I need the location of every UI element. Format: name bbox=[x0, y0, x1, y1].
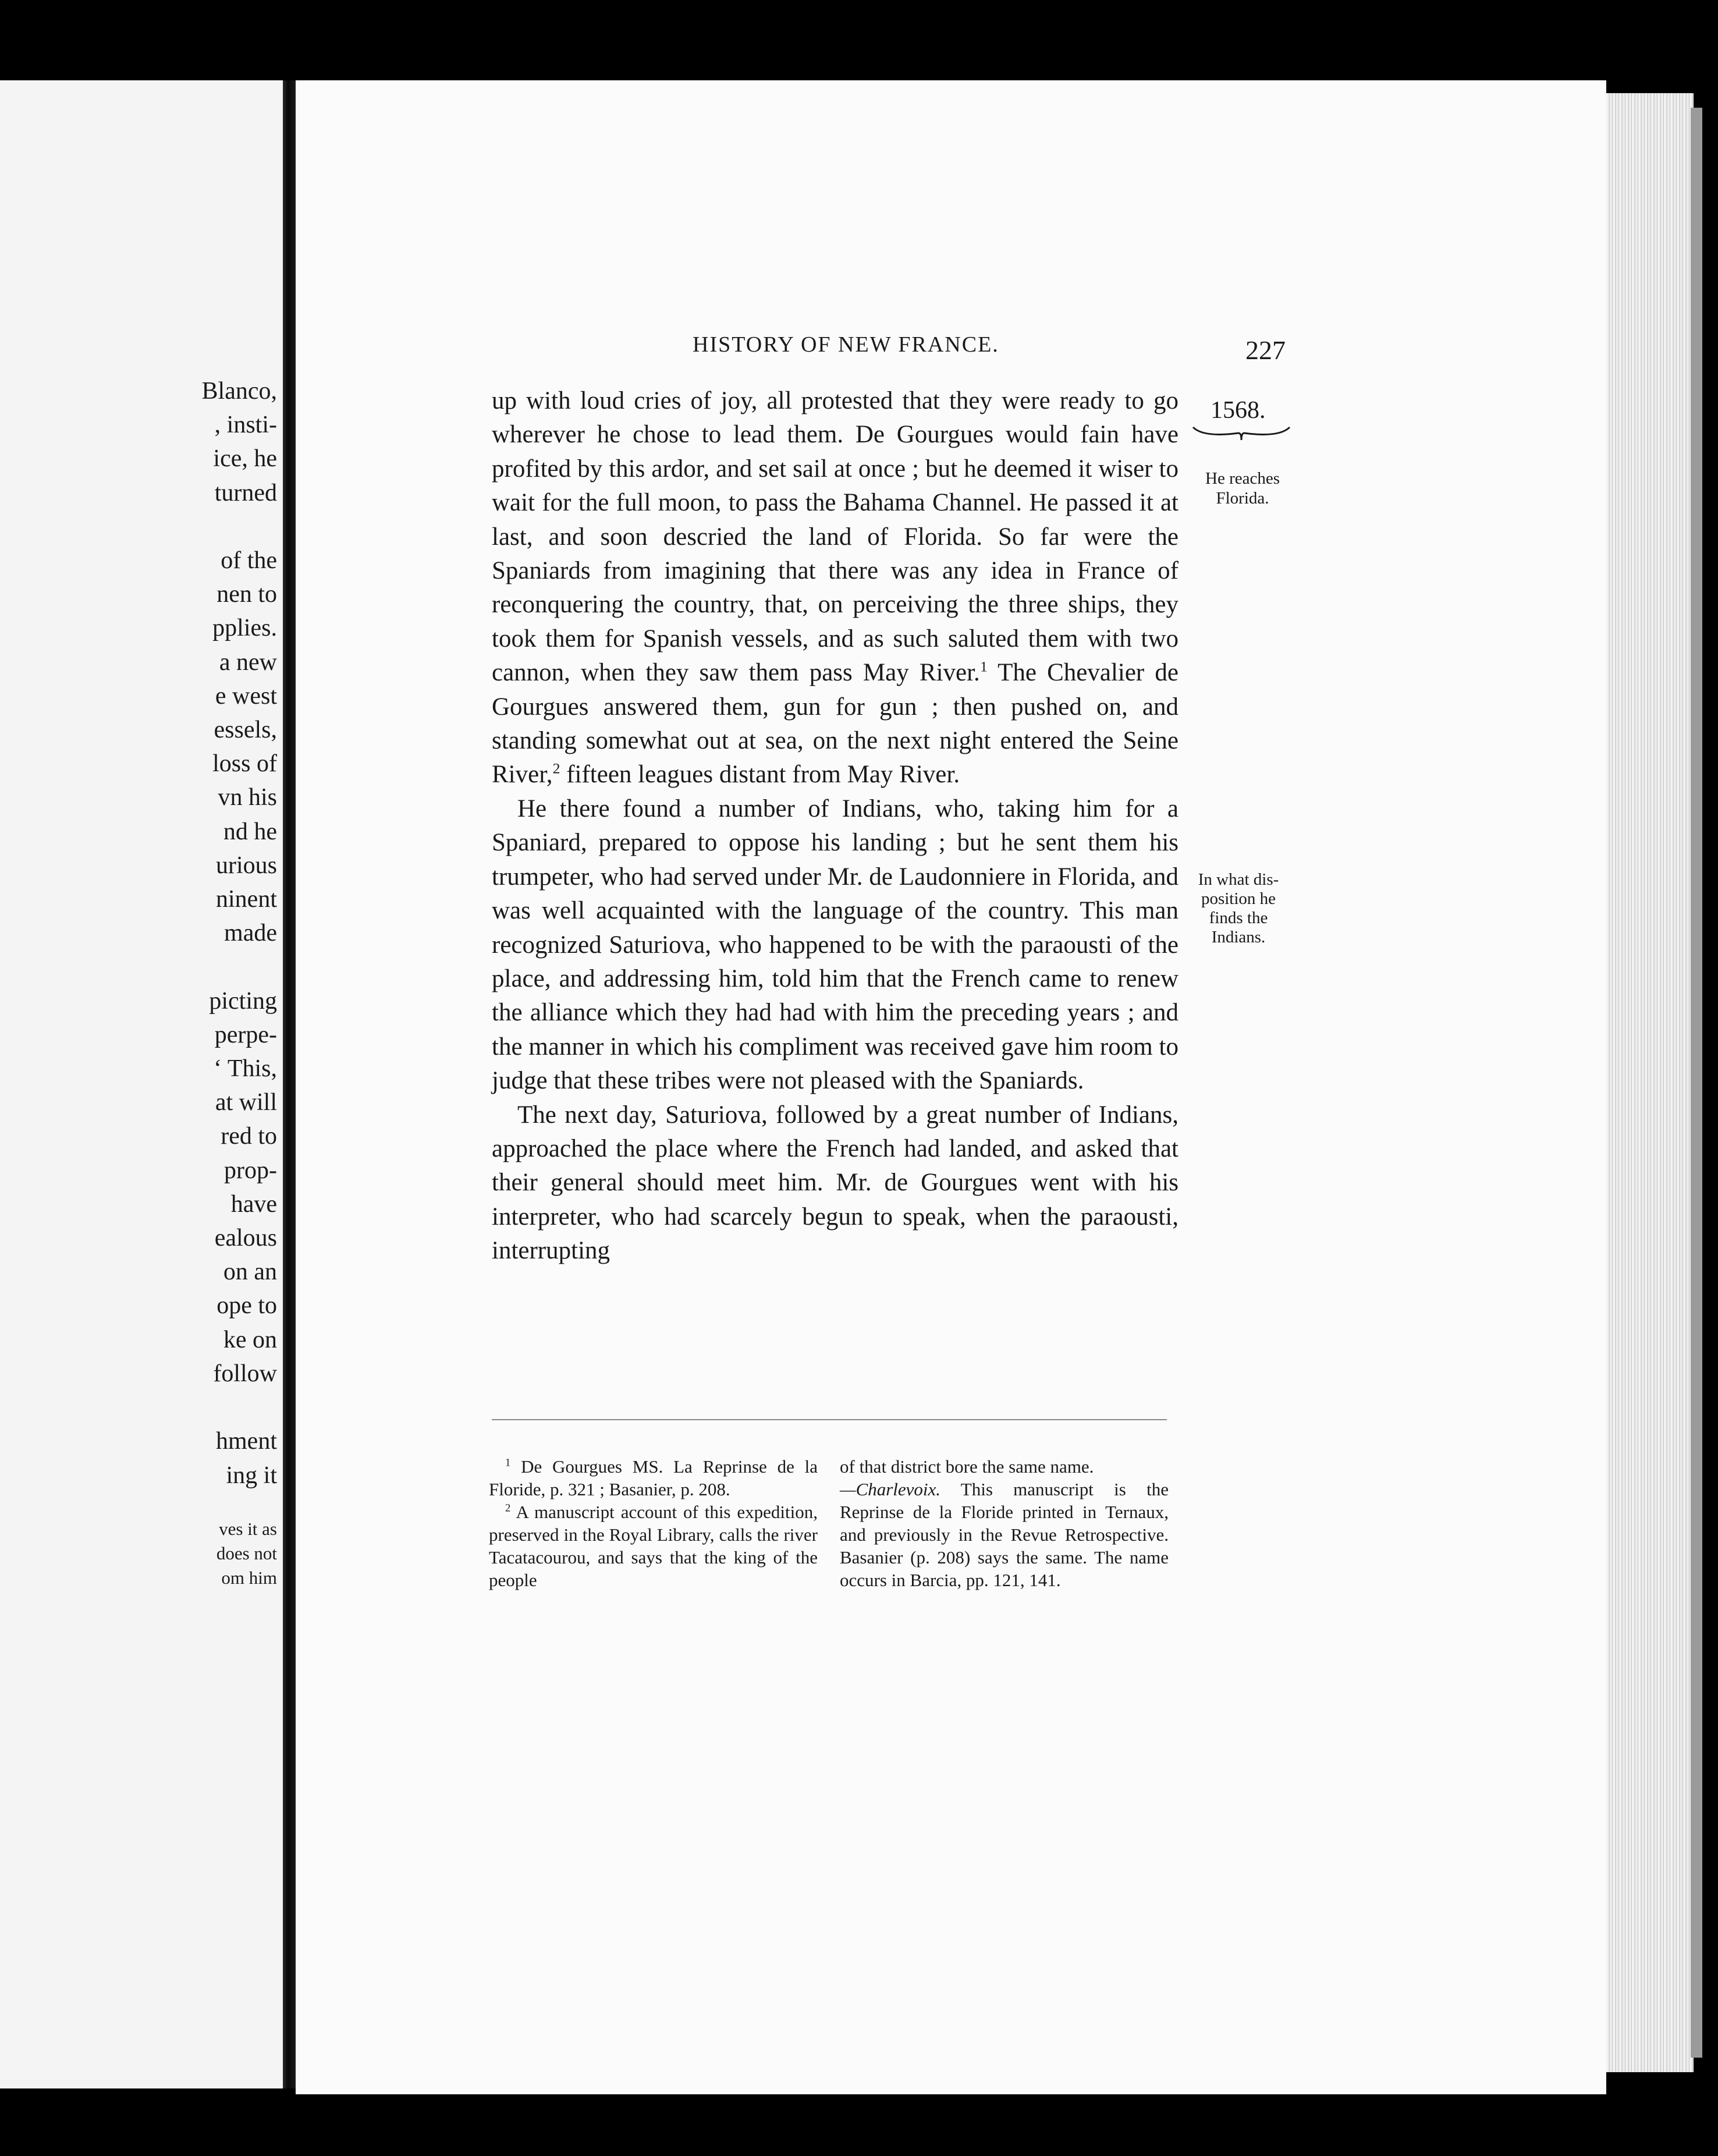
page-edges-shadow bbox=[1691, 108, 1702, 2058]
left-footnote-line: does not bbox=[216, 1543, 277, 1563]
left-line: red to bbox=[221, 1123, 277, 1150]
left-line: loss of bbox=[212, 750, 277, 778]
left-page-text bbox=[202, 374, 277, 1492]
left-line: ninent bbox=[216, 886, 277, 913]
running-head: HISTORY OF NEW FRANCE. bbox=[693, 332, 999, 357]
left-page-footnote bbox=[216, 1517, 277, 1590]
footnote-citation: —Charlevoix. bbox=[840, 1479, 941, 1499]
footnote-text: A manuscript account of this expedition, preserved in the Royal Library, calls the river Tacatacourou, and says that the king of the people bbox=[489, 1502, 818, 1590]
paragraph-text: up with loud cries of joy, all protested that they were ready to go wherever he chose to lead them. De Gourgues would fain have profited by this ardor, and set sail at once ; but he deemed it wiser to wait for the full moon, to pass the Bahama Channel. He passed it at last, and soon descried the land of Florida. So far were the Spaniards from imagining that there was any idea in France of reconquering the country, that, on perceiving the three ships, they took them for Spanish vessels, and as such saluted them with two cannon, when they saw them pass May River. bbox=[492, 387, 1179, 687]
left-line: ke on bbox=[223, 1326, 277, 1353]
margin-note-line: position he bbox=[1201, 889, 1276, 908]
footnote-mark: 2 bbox=[505, 1502, 511, 1515]
footnote-mark: 1 bbox=[505, 1456, 511, 1469]
left-line-blank bbox=[202, 950, 277, 984]
left-line: essels, bbox=[214, 717, 277, 744]
left-line: vn his bbox=[218, 784, 277, 811]
footnote-2-continued bbox=[840, 1455, 1169, 1591]
left-line: of the bbox=[221, 547, 277, 575]
margin-note-line: He reaches bbox=[1205, 469, 1280, 488]
left-line: , insti- bbox=[214, 412, 277, 439]
paragraph-text: fifteen leagues distant from May River. bbox=[560, 761, 960, 789]
left-line: perpe- bbox=[214, 1021, 277, 1048]
left-line: nd he bbox=[223, 818, 277, 845]
left-line-blank bbox=[202, 1391, 277, 1424]
margin-note-line: Florida. bbox=[1216, 489, 1269, 508]
left-line: ing it bbox=[226, 1462, 277, 1489]
left-line: turned bbox=[214, 479, 277, 506]
left-line: prop- bbox=[224, 1157, 277, 1184]
left-line: Blanco, bbox=[201, 378, 277, 405]
footnote-divider bbox=[492, 1419, 1167, 1420]
footnote-1 bbox=[489, 1455, 818, 1501]
margin-note-line: In what dis- bbox=[1198, 870, 1279, 889]
paragraph-3: The next day, Saturiova, followed by a great number of Indians, approached the place where the French had landed, and asked that their general should meet him. Mr. de Gourgues went with his interpreter, who had scarcely begun to speak, when the paraousti, interrupting bbox=[492, 1101, 1179, 1265]
paragraph-2: He there found a number of Indians, who, taking him for a Spaniard, prepared to oppose his landing ; but he sent them his trumpeter, who had served under Mr. de Laudonniere in Florida, and was well acquainted with the language of the country. This man recognized Saturiova, who happened to be with the paraousti of the place, and addressing him, told him that the French came to renew the alliance which they had had with him the preceding years ; and the manner in which his compliment was received gave him room to judge that these tribes were not pleased with the Spaniards. bbox=[492, 795, 1179, 1095]
margin-note-line: finds the bbox=[1209, 909, 1268, 927]
left-line: urious bbox=[216, 852, 277, 879]
left-line: ice, he bbox=[213, 445, 277, 473]
margin-year: 1568. bbox=[1211, 397, 1266, 424]
paragraph-1 bbox=[492, 384, 1179, 792]
left-line: ‘ This, bbox=[214, 1055, 277, 1083]
left-line: made bbox=[224, 920, 277, 947]
left-facing-page bbox=[0, 80, 283, 2088]
body-text bbox=[492, 384, 1179, 1268]
footnotes bbox=[489, 1455, 1169, 1591]
left-line: on an bbox=[223, 1258, 277, 1286]
left-line: have bbox=[230, 1190, 277, 1218]
left-line: pplies. bbox=[212, 615, 277, 642]
footnote-ref: 1 bbox=[979, 658, 988, 675]
left-line: hment bbox=[216, 1428, 277, 1455]
footnote-2 bbox=[489, 1501, 818, 1591]
page-edges bbox=[1606, 93, 1694, 2072]
page-number: 227 bbox=[1245, 335, 1286, 365]
left-line: at will bbox=[215, 1089, 277, 1116]
margin-note-reaches-florida bbox=[1193, 469, 1292, 508]
brace-icon bbox=[1192, 425, 1291, 442]
left-line: picting bbox=[209, 987, 277, 1015]
footnote-ref: 2 bbox=[552, 760, 560, 778]
left-footnote-line: om him bbox=[221, 1568, 277, 1588]
paragraph-text: The Chevalier de Gourgues answered them, gun for gun ; then pushed on, and standing somewhat out at sea, on the next night entered the Seine River, bbox=[492, 659, 1179, 789]
left-line: e west bbox=[215, 682, 277, 710]
footnote-text: De Gourgues MS. La Reprinse de la Floride, p. 321 ; Basanier, p. 208. bbox=[489, 1456, 818, 1499]
margin-note-indians bbox=[1180, 870, 1297, 947]
left-line: ealous bbox=[214, 1225, 277, 1252]
left-line: ope to bbox=[216, 1292, 277, 1320]
margin-note-line: Indians. bbox=[1211, 928, 1266, 946]
footnote-column-left bbox=[489, 1455, 818, 1591]
left-line-blank bbox=[202, 510, 277, 544]
book-gutter bbox=[283, 80, 296, 2088]
footnote-column-right bbox=[840, 1455, 1169, 1591]
footnote-text: of that district bore the same name. bbox=[840, 1456, 1094, 1477]
left-line: a new bbox=[219, 648, 277, 676]
left-footnote-line: ves it as bbox=[219, 1519, 277, 1539]
left-line: nen to bbox=[216, 581, 277, 608]
footnote-text: This manuscript is the Reprinse de la Floride printed in Ternaux, and previously in the Revue Retrospective. Basanier (p. 208) says the same. The name occurs in Barcia, pp. 121, 141. bbox=[840, 1479, 1169, 1590]
left-line: follow bbox=[213, 1360, 277, 1387]
